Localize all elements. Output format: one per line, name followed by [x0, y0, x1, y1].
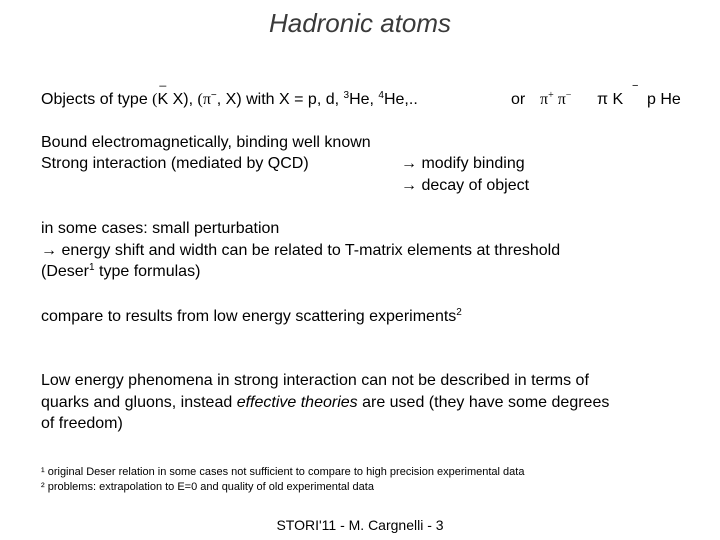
deser-pre: (Deser	[41, 263, 90, 280]
he4-text: He,..	[383, 91, 418, 108]
objects-line	[41, 89, 418, 110]
strong-interaction-line: Strong interaction (mediated by QCD)	[41, 155, 309, 172]
footnote-ref-1: 1	[89, 262, 95, 273]
pi-k-symbol: π K	[597, 91, 624, 108]
deser-line	[41, 261, 200, 282]
low-energy-line-1: Low energy phenomena in strong interaction can not be described in terms of	[41, 372, 589, 389]
modify-binding-line	[401, 153, 525, 174]
compare-line	[41, 306, 462, 327]
energy-shift-text: energy shift and width can be related to T-matrix elements at threshold	[61, 242, 561, 259]
he3-mass: 3	[343, 90, 350, 101]
minus-sup: −	[565, 90, 572, 101]
low-energy-2c: are used (they have some degrees	[357, 394, 610, 411]
modify-binding-text: modify binding	[421, 155, 525, 172]
bound-em-line: Bound electromagnetically, binding well known	[41, 134, 371, 151]
deser-post: type formulas)	[94, 263, 201, 280]
low-energy-2a: quarks and gluons, instead	[41, 394, 237, 411]
low-energy-line-3: of freedom)	[41, 415, 123, 432]
or-text: or	[511, 91, 526, 108]
decay-object-text: decay of object	[421, 177, 530, 194]
slide-title: Hadronic atoms	[268, 8, 452, 38]
pi-plus: π	[540, 91, 549, 108]
he4-mass: 4	[378, 90, 384, 101]
kaonic-rest: X),	[168, 91, 198, 108]
pi-minus: π	[553, 91, 566, 108]
plus-sup: +	[548, 90, 554, 101]
pionic-open: (π	[197, 91, 211, 108]
arrow-icon: →	[401, 155, 417, 172]
with-x-text: with X = p, d,	[246, 91, 344, 108]
effective-theories-emphasis: effective theories	[236, 394, 358, 411]
he3-text: He,	[349, 91, 379, 108]
arrow-icon: →	[401, 177, 417, 194]
footnote-2: ² problems: extrapolation to E=0 and quality of old experimental data	[41, 481, 374, 493]
arrow-icon: →	[41, 242, 57, 259]
objects-prefix: Objects of type	[41, 91, 148, 108]
compare-text: compare to results from low energy scattering experiments	[41, 308, 457, 325]
decay-object-line	[401, 175, 529, 196]
slide-footer: STORI'11 - M. Cargnelli - 3	[276, 517, 444, 533]
antiproton-bar: −	[632, 80, 639, 92]
footnote-ref-2: 2	[456, 307, 462, 318]
footnote-1: ¹ original Deser relation in some cases not sufficient to compare to high precision experimental data	[41, 466, 525, 478]
energy-shift-line	[41, 240, 560, 261]
antiproton-he-symbol: p He	[647, 91, 681, 108]
low-energy-line-2	[41, 392, 609, 413]
small-perturbation-line: in some cases: small perturbation	[41, 220, 280, 237]
pionium-symbol	[540, 89, 571, 110]
pion-charge: −	[210, 90, 217, 101]
pionic-rest: , X)	[216, 91, 242, 108]
kaon-bar-symbol: _ K	[158, 89, 169, 110]
kaonic-open: (	[152, 91, 158, 108]
